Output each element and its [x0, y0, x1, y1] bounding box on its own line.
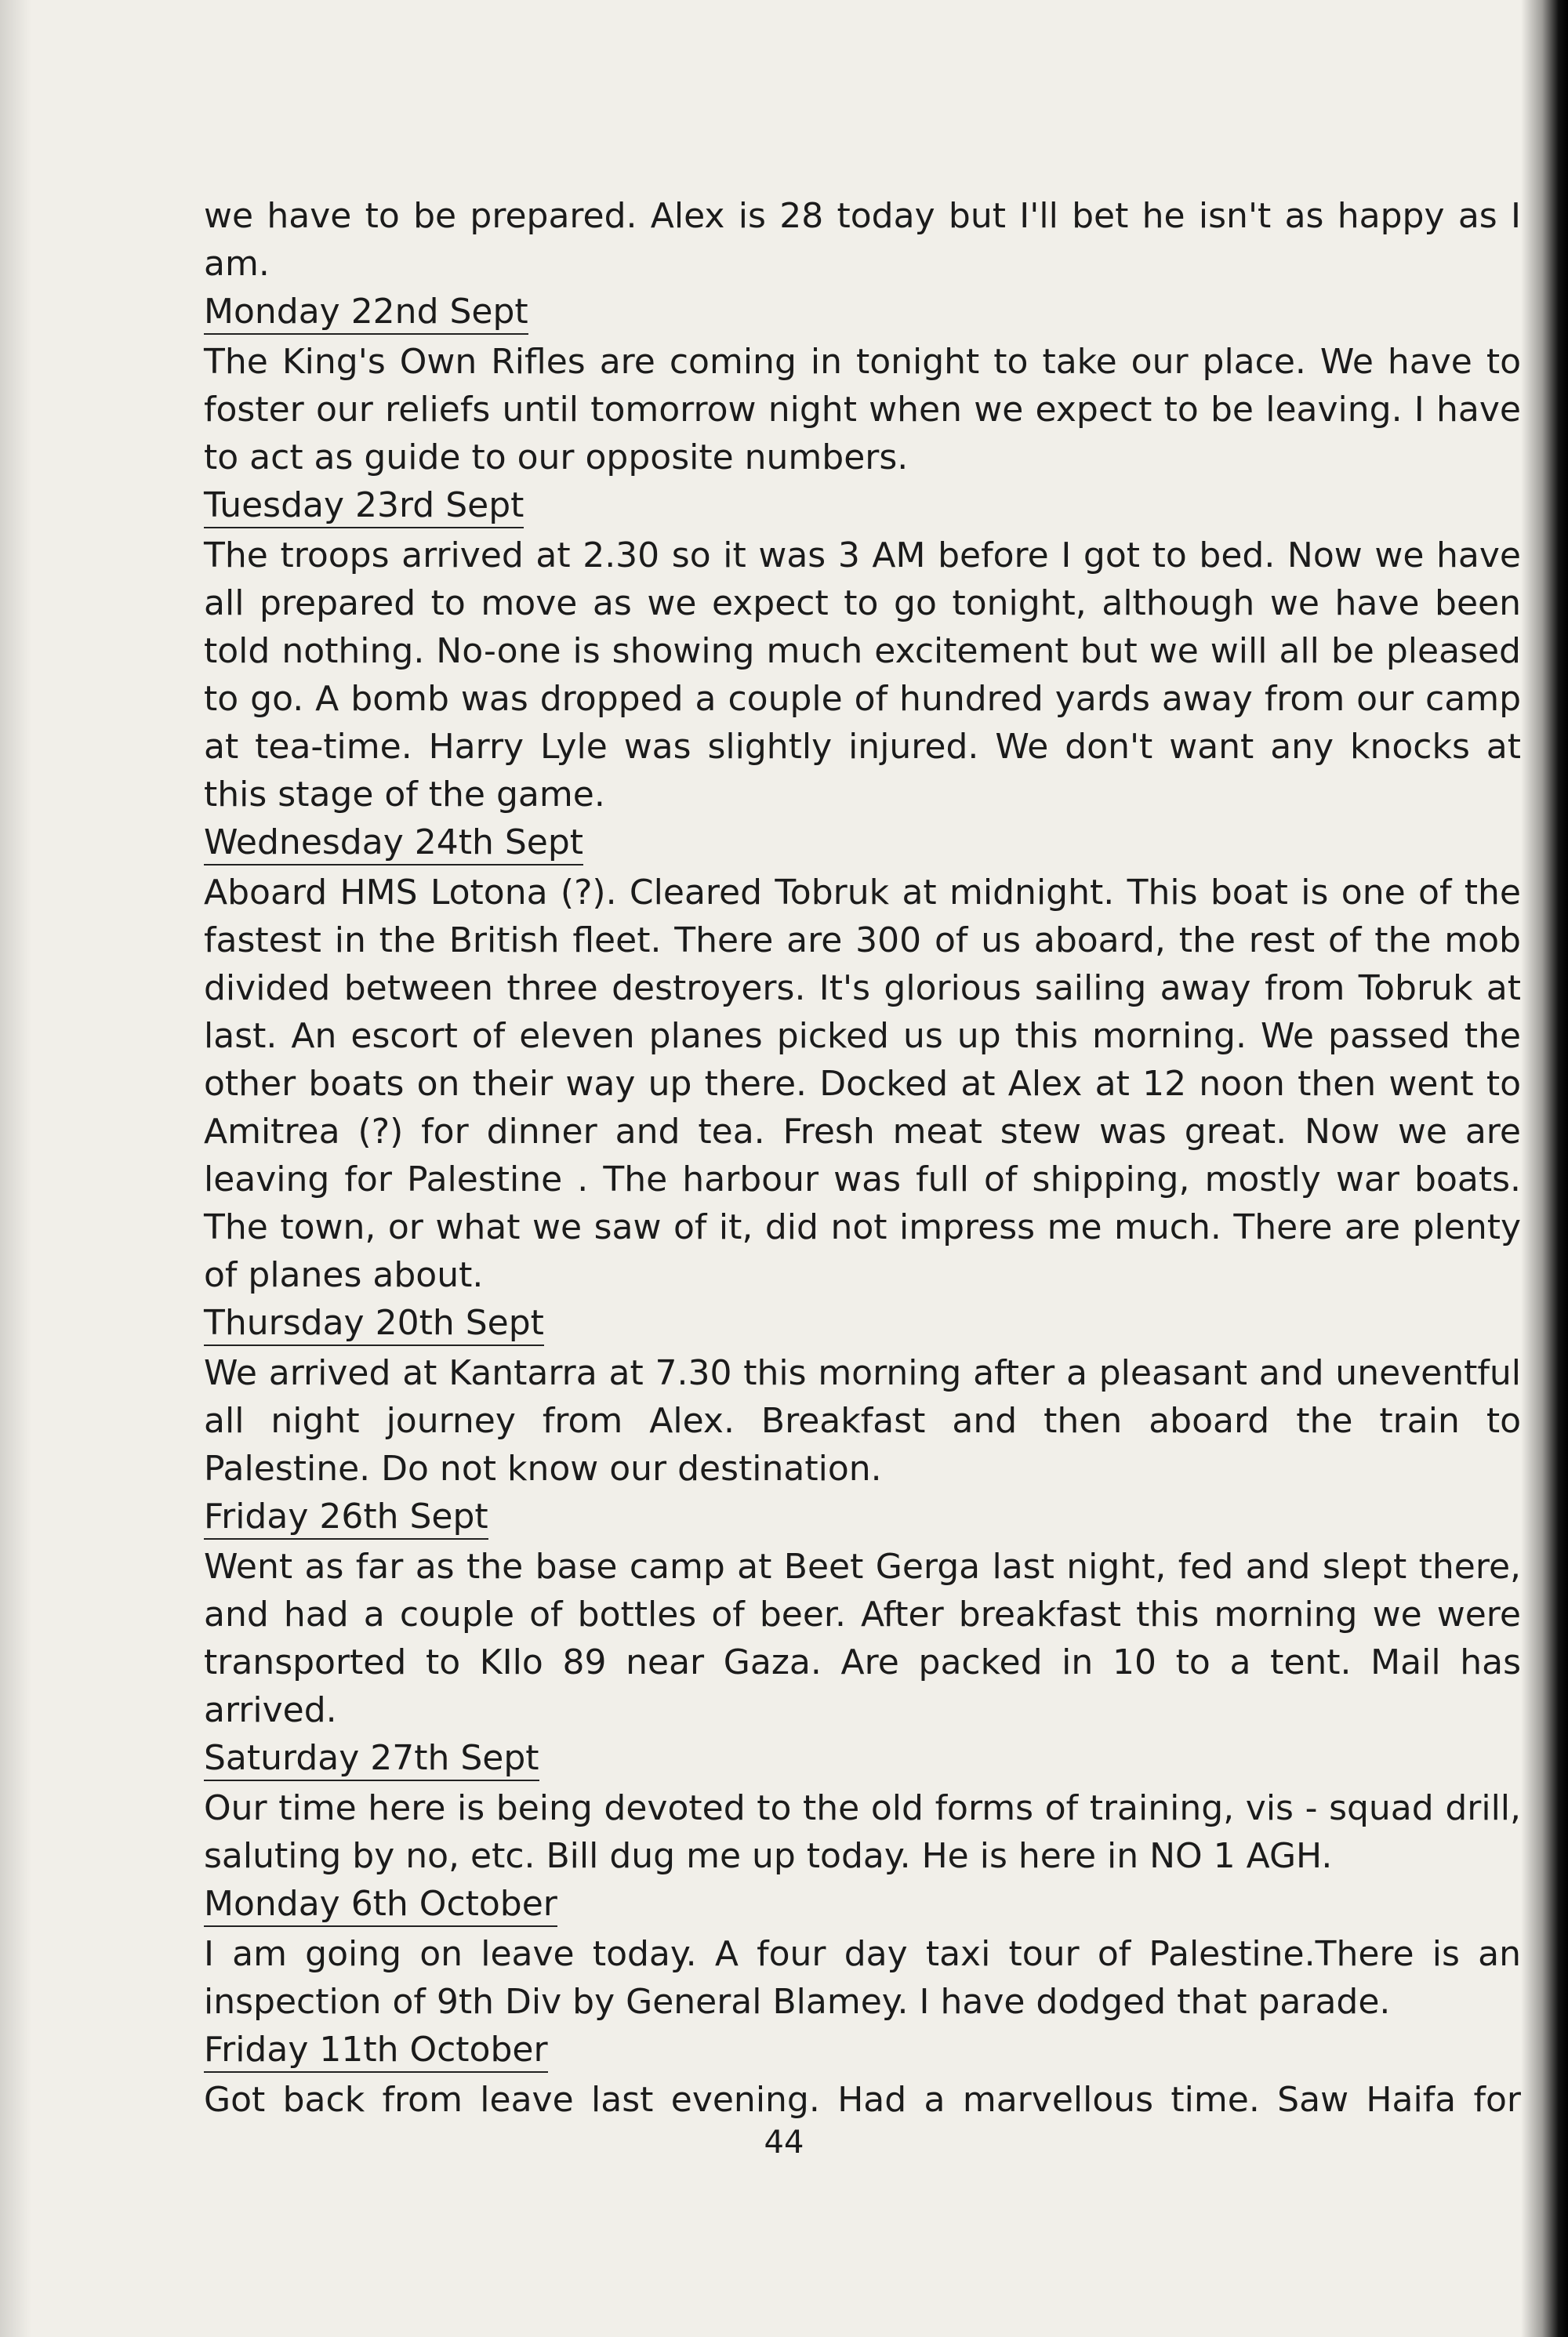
entry-text: Our time here is being devoted to the old forms of training, vis - squad drill, saluting by no, etc. Bill dug me up today. He is here in NO 1 AGH.: [204, 1788, 1521, 1876]
entry-date-heading: Monday 6th October: [204, 1883, 557, 1927]
diary-entry: [204, 1493, 1521, 1734]
diary-entry: [204, 818, 1521, 1299]
diary-entry: [204, 1734, 1521, 1880]
diary-entry: [204, 288, 1521, 481]
entry-text: Got back from leave last evening. Had a marvellous time. Saw Haifa for: [204, 2080, 1521, 2120]
page-number: 44: [764, 2125, 804, 2161]
entry-date-heading: Saturday 27th Sept: [204, 1737, 539, 1781]
entry-date-heading: Friday 26th Sept: [204, 1496, 488, 1540]
entry-date-heading: Wednesday 24th Sept: [204, 822, 583, 865]
entry-text: The troops arrived at 2.30 so it was 3 AM before I got to bed. Now we have all prepared to move as we expect to go tonight, although we have been told nothing. No-one is showing much excitement but we will all be pleased to go. A bomb was dropped a couple of hundred yards away from our camp at tea-time. Harry Lyle was slightly injured. We don't want any knocks at this stage of the game.: [204, 535, 1521, 815]
entry-date-heading: Monday 22nd Sept: [204, 291, 528, 335]
book-spine-shadow: [1521, 0, 1568, 2337]
intro-text: we have to be prepared. Alex is 28 today but I'll bet he isn't as happy as I am.: [204, 196, 1521, 284]
diary-entry: [204, 481, 1521, 818]
entry-text: We arrived at Kantarra at 7.30 this morning after a pleasant and uneventful all night journey from Alex. Breakfast and then aboard the train to Palestine. Do not know our destination.: [204, 1353, 1521, 1489]
diary-entry: [204, 1880, 1521, 2026]
entry-text: I am going on leave today. A four day taxi tour of Palestine.There is an inspection of 9th Div by General Blamey. I have dodged that parade.: [204, 1934, 1521, 2022]
entry-text: Went as far as the base camp at Beet Gerga last night, fed and slept there, and had a couple of bottles of beer. After breakfast this morning we were transported to KIlo 89 near Gaza. Are packed in 10 to a tent. Mail has arrived.: [204, 1547, 1521, 1730]
diary-entry: [204, 2026, 1521, 2124]
entry-date-heading: Friday 11th October: [204, 2029, 548, 2073]
entry-date-heading: Thursday 20th Sept: [204, 1302, 544, 1346]
diary-entries: [204, 288, 1521, 2124]
entry-date-heading: Tuesday 23rd Sept: [204, 484, 524, 528]
page-edge-shadow: [0, 0, 31, 2337]
diary-page: [204, 192, 1521, 2124]
entry-text: The King's Own Rifles are coming in tonight to take our place. We have to foster our reliefs until tomorrow night when we expect to be leaving. I have to act as guide to our opposite numbers.: [204, 342, 1521, 477]
entry-text: Aboard HMS Lotona (?). Cleared Tobruk at midnight. This boat is one of the fastest in the British fleet. There are 300 of us aboard, the rest of the mob divided between three destroyers. It's glorious sailing away from Tobruk at last. An escort of eleven planes picked us up this morning. We passed the other boats on their way up there. Docked at Alex at 12 noon then went to Amitrea (?) for dinner and tea. Fresh meat stew was great. Now we are leaving for Palestine . The harbour was full of shipping, mostly war boats. The town, or what we saw of it, did not impress me much. There are plenty of planes about.: [204, 873, 1521, 1295]
diary-entry: [204, 1299, 1521, 1493]
